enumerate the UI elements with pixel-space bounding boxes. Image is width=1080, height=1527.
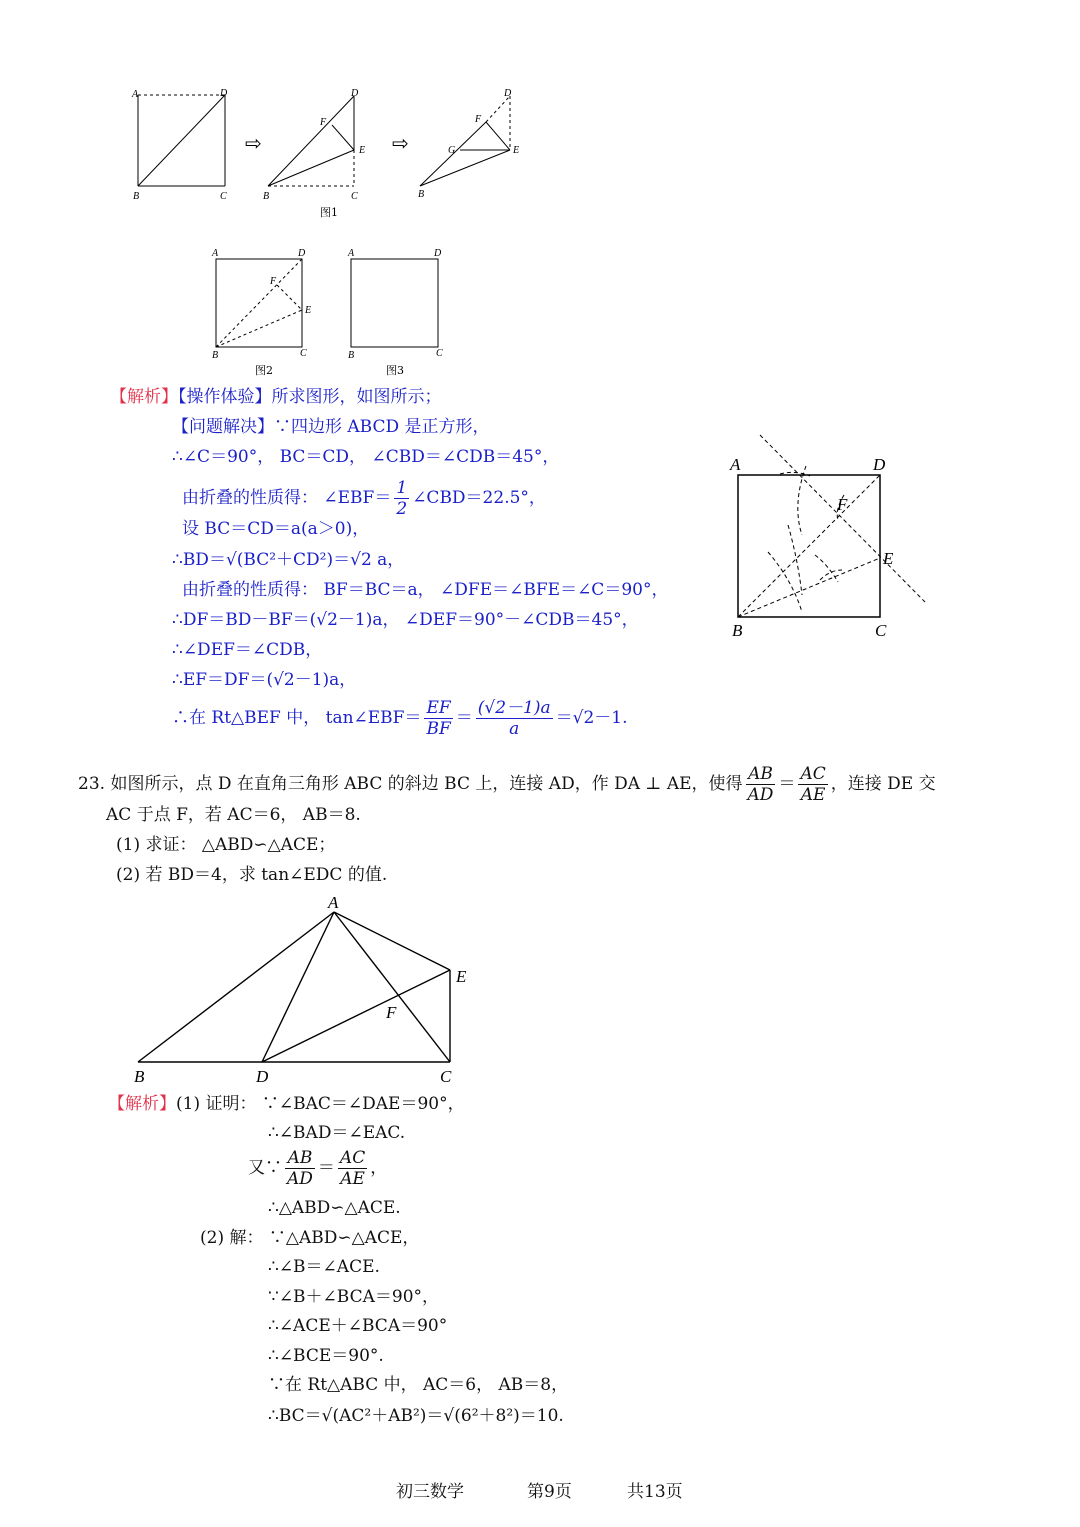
p23-fig-c: C (440, 1067, 452, 1086)
p23-fig-f: F (386, 1003, 397, 1022)
fig3-a-label: A (348, 248, 355, 259)
p23-fig-b: B (134, 1067, 145, 1086)
p23-fig-d: D (256, 1067, 269, 1086)
sol22-tag: 【解析】 (110, 387, 178, 407)
fig1-b1-label: B (133, 191, 140, 202)
sol23-line-1: 【解析】(1) 证明： ∵∠BAC＝∠DAE＝90°， (108, 1094, 465, 1114)
fig1-c1-label: C (220, 191, 227, 202)
fig1-b2-label: B (263, 191, 270, 202)
sol23-s6: ∴∠B＝∠ACE. (268, 1257, 380, 1277)
sol22-fig-f: F (837, 495, 848, 514)
sol22-fig-c: C (875, 621, 887, 640)
fig3-d-label: D (434, 248, 442, 259)
fig1-d3-label: D (504, 88, 512, 99)
fig1-arrow-2: ⇨ (392, 133, 409, 155)
sol22-fig-a: A (730, 455, 741, 474)
sol23-s3: 又∵ $\frac{AB}{AD}$ ＝ $\frac{AC}{AE}$ ， (248, 1148, 388, 1189)
fig1-e2-label: E (359, 145, 366, 156)
fig1-b3-label: B (418, 189, 425, 200)
p23-figure (120, 890, 490, 1090)
fig3-caption: 图3 (386, 364, 404, 377)
fig1-d2-label: D (351, 88, 359, 99)
fig1-e3-label: E (513, 145, 520, 156)
p23-q1: (1) 求证： △ABD∽△ACE； (116, 835, 336, 855)
footer-subject: 初三数学 (396, 1482, 464, 1502)
fig1-caption: 图1 (320, 206, 338, 219)
sol23-s8: ∴∠ACE＋∠BCA＝90° (268, 1316, 448, 1336)
sol22-l1: 【操作体验】所求图形，如图所示； (178, 387, 442, 407)
fig2-a-label: A (212, 248, 219, 259)
sol22-line-8: ∴DF＝BD－BF＝(√2－1)a， ∠DEF＝90°－∠CDB＝45°， (172, 610, 639, 630)
sol23-s7: ∵∠B＋∠BCA＝90°， (268, 1287, 440, 1307)
fig3-c-label: C (436, 348, 443, 359)
sol22-line-4: 由折叠的性质得： ∠EBF＝ $\frac{1}{2}$ ∠CBD＝22.5°， (182, 478, 546, 519)
fig2-caption: 图2 (255, 364, 273, 377)
fig1-f2-label: F (320, 117, 327, 128)
sol22-line-6: ∴BD＝√(BC²＋CD²)＝√2 a， (172, 550, 405, 570)
sol23-s9: ∴∠BCE＝90°. (268, 1346, 384, 1366)
sol22-line-11: ∴在 Rt△BEF 中， tan∠EBF＝ $\frac{EF}{BF}$ ＝ $\frac{(√2-1)a}{a}$ ＝√2－1. (172, 698, 628, 739)
fig2-d-label: D (298, 248, 306, 259)
sol22-line-10: ∴EF＝DF＝(√2－1)a， (172, 670, 357, 690)
fig3-b-label: B (348, 350, 355, 361)
fig2-b-label: B (212, 350, 219, 361)
sol22-line-7: 由折叠的性质得： BF＝BC＝a， ∠DFE＝∠BFE＝∠C＝90°， (182, 580, 669, 600)
fig1-d1-label: D (220, 88, 228, 99)
fig1-f3-label: F (475, 114, 482, 125)
sol22-line-1 (110, 386, 442, 408)
sol22-fig-e: E (883, 549, 894, 568)
fig1-arrow-1: ⇨ (245, 133, 262, 155)
p23-fig-e: E (456, 967, 467, 986)
fig2-f-label: F (270, 276, 277, 287)
sol23-s11: ∴BC＝√(AC²＋AB²)＝√(6²＋8²)＝10. (268, 1406, 564, 1426)
sol22-line-3: ∴∠C＝90°， BC＝CD， ∠CBD＝∠CDB＝45°， (172, 447, 560, 467)
sol22-figure (720, 430, 940, 650)
p23-q2: (2) 若 BD＝4，求 tan∠EDC 的值. (116, 865, 388, 885)
fig1-a1-label: A (132, 89, 139, 100)
fig1-c2-label: C (351, 191, 358, 202)
sol23-s10: ∵在 Rt△ABC 中， AC＝6， AB＝8， (268, 1375, 569, 1395)
p23-line-2: AC 于点 F，若 AC＝6， AB＝8. (106, 805, 361, 825)
fig2-e-label: E (305, 305, 312, 316)
sol23-tag: 【解析】 (108, 1094, 176, 1114)
sol22-fig-b: B (732, 621, 743, 640)
sol23-s2: ∴∠BAD＝∠EAC. (268, 1123, 406, 1143)
p23-line-1: 23. 如图所示，点 D 在直角三角形 ABC 的斜边 BC 上，连接 AD，作 DA ⊥ AE，使得 $\frac{AB}{AD}$ ＝ $\frac{AC}{AE}$ ，连接 DE 交 (78, 764, 936, 805)
sol22-line-5: 设 BC＝CD＝a(a＞0)， (182, 519, 370, 539)
footer-page: 第9页 (527, 1482, 572, 1502)
figure-2-3 (200, 240, 460, 380)
sol23-s5: (2) 解： ∵△ABD∽△ACE， (200, 1228, 420, 1248)
fig1-g3-label: G (448, 145, 456, 156)
footer-total: 共13页 (627, 1482, 683, 1502)
figure-1 (120, 80, 540, 230)
fig2-c-label: C (300, 348, 307, 359)
sol23-s4: ∴△ABD∽△ACE. (268, 1198, 401, 1218)
p23-fig-a: A (328, 893, 339, 912)
sol22-fig-d: D (873, 455, 886, 474)
sol22-line-9: ∴∠DEF＝∠CDB， (172, 640, 323, 660)
sol22-line-2: 【问题解决】∵四边形 ABCD 是正方形， (172, 417, 490, 437)
